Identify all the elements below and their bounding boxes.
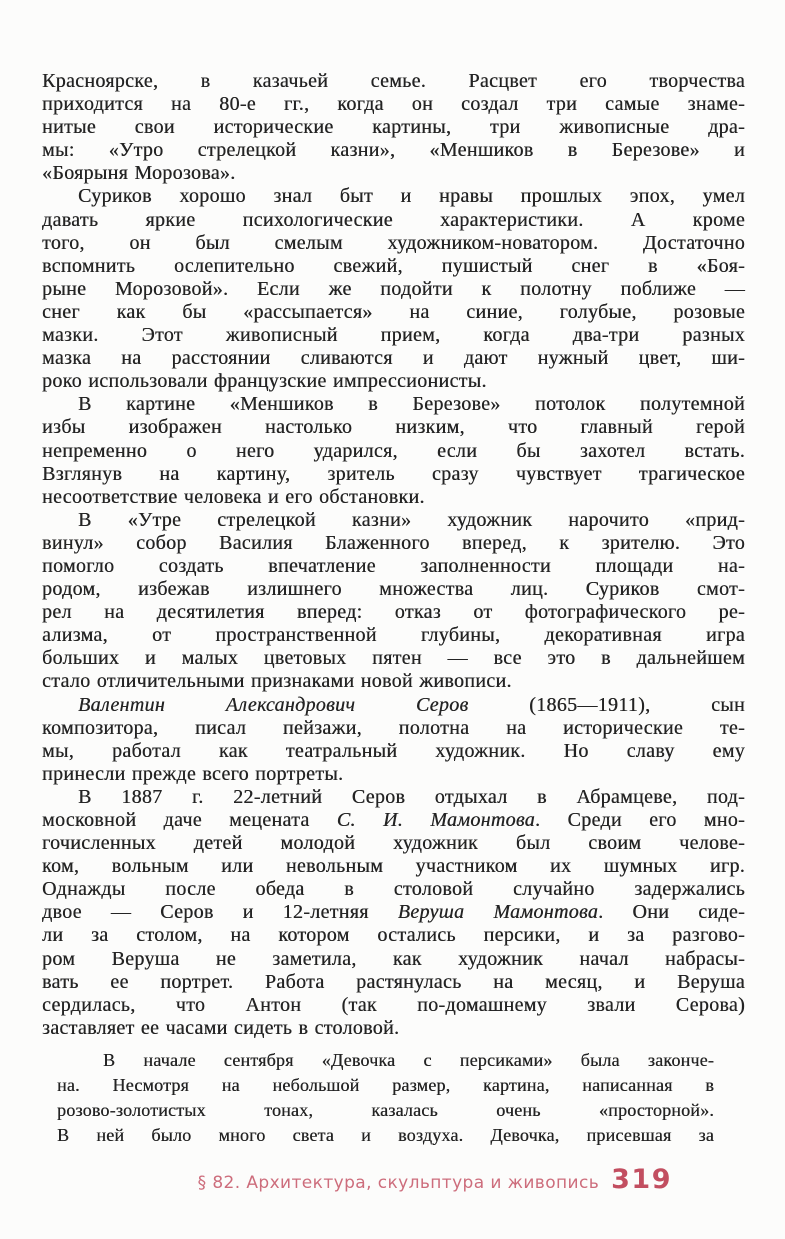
text-line: В ней было много света и воздуха. Девочка, присевшая за xyxy=(57,1124,714,1145)
text-block xyxy=(42,70,745,1148)
paragraph xyxy=(42,509,745,694)
text-line: ком, вольным или невольным участником их шумных игр. xyxy=(42,855,745,878)
text-line: роко использовали французские импрессионисты. xyxy=(42,370,487,393)
text-line: на. Несмотря на небольшой размер, картина, написанная в xyxy=(57,1074,714,1095)
text-line: Валентин Александрович Серов (1865—1911), сын xyxy=(78,693,746,716)
paragraph xyxy=(42,786,745,1040)
paragraph xyxy=(42,694,745,786)
text-line: Взглянув на картину, зритель сразу чувствует трагическое xyxy=(42,462,745,485)
text-line: В картине «Меншиков в Березове» потолок полутемной xyxy=(78,393,745,416)
section-heading: § 82. Архитектура, скульптура и живопись xyxy=(197,1172,600,1193)
text-line: заставляет ее часами сидеть в столовой. xyxy=(42,1016,400,1039)
text-line: композитора, писал пейзажи, полотна на исторические те- xyxy=(42,716,745,739)
text-line: двое — Серов и 12-летняя Веруша Мамонтова. Они сиде- xyxy=(42,901,745,924)
text-line: снег как бы «рассыпается» на синие, голубые, розовые xyxy=(42,300,745,323)
text-line: ли за столом, на котором остались персики, и за разгово- xyxy=(42,924,745,947)
text-line: больших и малых цветовых пятен — все это в дальнейшем xyxy=(42,647,745,670)
text-line: мы, работал как театральный художник. Но славу ему xyxy=(42,739,745,762)
paragraph xyxy=(42,70,745,185)
text-line: Однажды после обеда в столовой случайно задержались xyxy=(42,878,745,901)
text-line: родом, избежав излишнего множества лиц. Суриков смот- xyxy=(42,578,745,601)
text-line: вспомнить ослепительно свежий, пушистый снег в «Боя- xyxy=(42,254,745,277)
text-line: В 1887 г. 22-летний Серов отдыхал в Абрамцеве, под- xyxy=(78,785,745,808)
text-line: «Боярыня Морозова». xyxy=(42,162,236,185)
text-line: нитые свои исторические картины, три живописные дра- xyxy=(42,116,745,139)
text-line: В начале сентября «Девочка с персиками» была законче- xyxy=(103,1049,714,1070)
page-number: 319 xyxy=(611,1163,672,1195)
text-line: непременно о него ударился, если бы захотел встать. xyxy=(42,439,745,462)
text-line: мазка на расстоянии сливаются и дают нужный цвет, ши- xyxy=(42,347,745,370)
text-line: Красноярске, в казачьей семье. Расцвет его творчества xyxy=(42,70,745,92)
text-line: московной даче мецената С. И. Мамонтова. Среди его мно- xyxy=(42,809,745,831)
text-line: винул» собор Василия Блаженного вперед, к зрителю. Это xyxy=(42,531,745,554)
text-line: помогло создать впечатление заполненности площади на- xyxy=(42,554,745,577)
text-line: рыне Морозовой». Если же подойти к полотну поближе — xyxy=(42,277,745,300)
text-line: ализма, от пространственной глубины, декоративная игра xyxy=(42,624,745,647)
paragraph xyxy=(42,393,745,508)
text-line: несоответствие человека и его обстановки. xyxy=(42,485,425,508)
text-line: рел на десятилетия вперед: отказ от фотографического ре- xyxy=(42,601,745,624)
quote-paragraph xyxy=(57,1048,714,1148)
text-line: сердилась, что Антон (так по-домашнему звали Серова) xyxy=(42,993,745,1016)
paragraph xyxy=(42,185,745,393)
text-line: давать яркие психологические характеристики. А кроме xyxy=(42,208,745,231)
text-line: мы: «Утро стрелецкой казни», «Меншиков в Березове» и xyxy=(42,139,745,162)
text-line: гочисленных детей молодой художник был своим челове- xyxy=(42,832,745,855)
text-line: принесли прежде всего портреты. xyxy=(42,762,344,785)
text-line: избы изображен настолько низким, что главный герой xyxy=(42,416,745,439)
text-line: ром Веруша не заметила, как художник начал набрасы- xyxy=(42,947,745,970)
text-line: стало отличительными признаками новой живописи. xyxy=(42,670,512,693)
text-line: приходится на 80-е гг., когда он создал три самые знаме- xyxy=(42,93,745,116)
text-line: мазки. Этот живописный прием, когда два-три разных xyxy=(42,324,745,347)
page-footer xyxy=(42,1148,745,1195)
text-line: В «Утре стрелецкой казни» художник нарочито «прид- xyxy=(78,508,745,531)
text-line: вать ее портрет. Работа растянулась на месяц, и Веруша xyxy=(42,970,745,993)
text-line: Суриков хорошо знал быт и нравы прошлых эпох, умел xyxy=(78,185,745,208)
text-line: розово-золотистых тонах, казалась очень «просторной». xyxy=(57,1099,714,1120)
text-line: того, он был смелым художником-новатором. Достаточно xyxy=(42,231,745,254)
